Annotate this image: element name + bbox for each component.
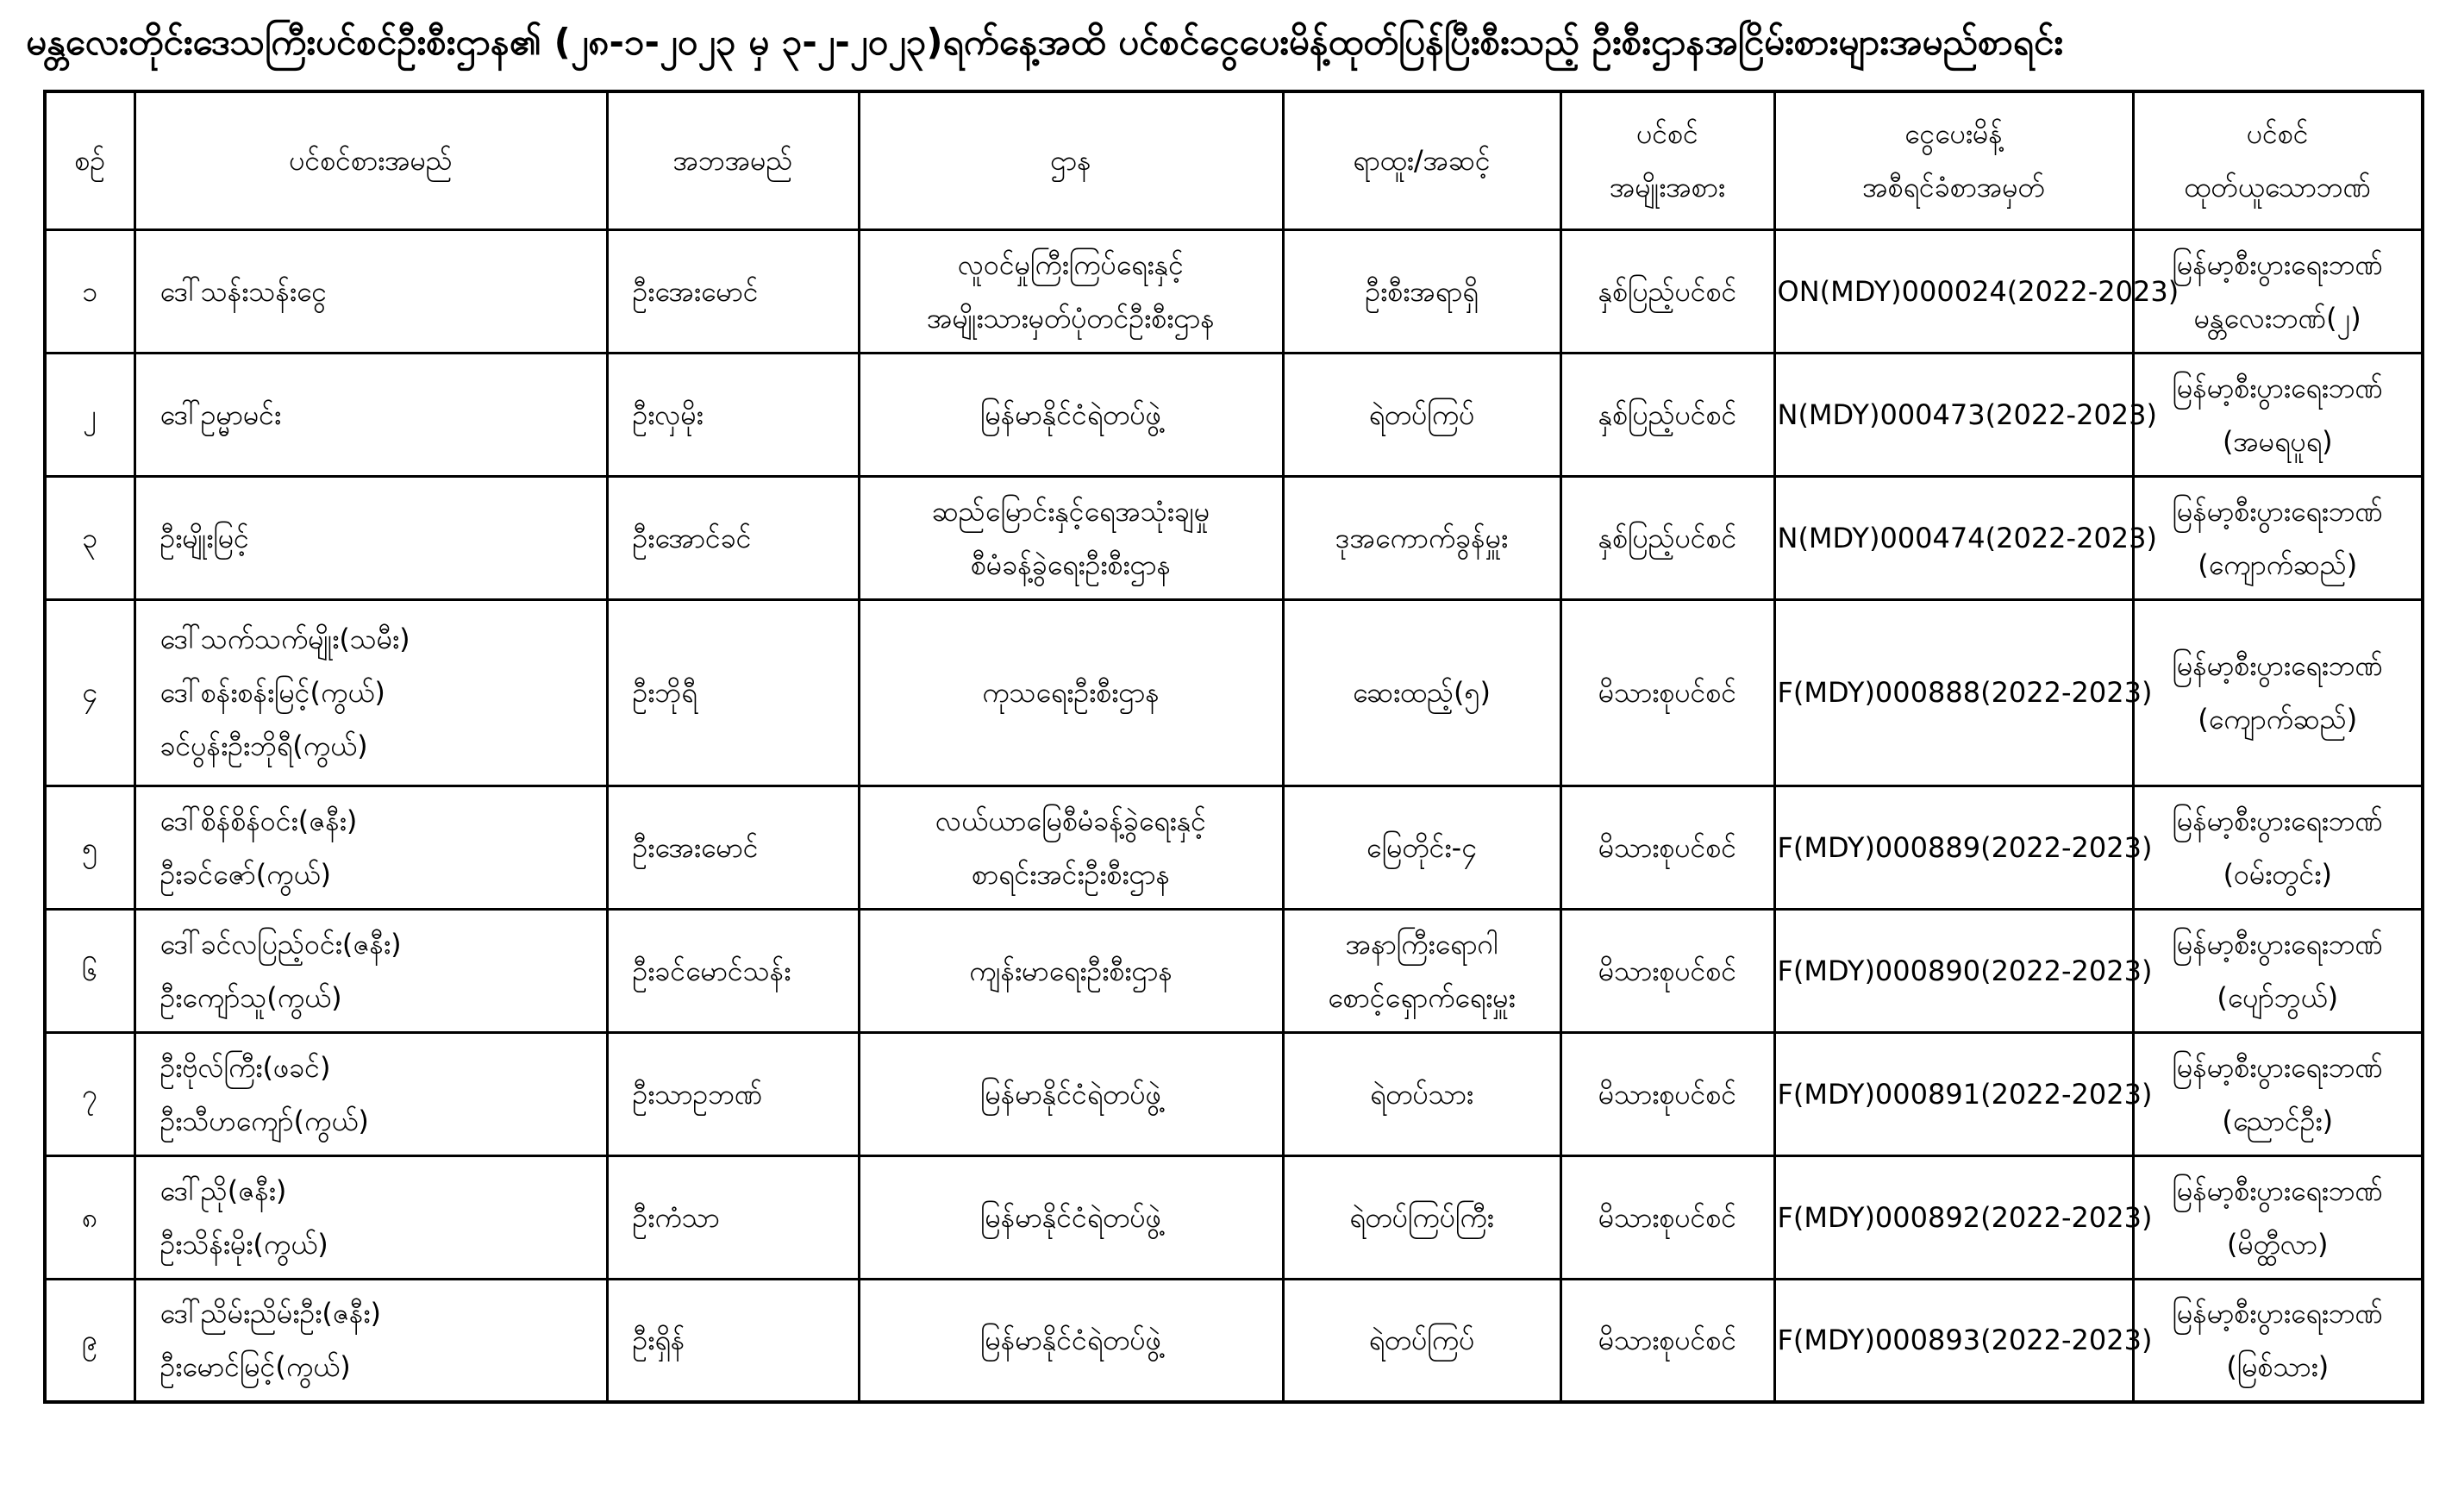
department-cell bbox=[859, 1155, 1283, 1279]
pensioner-name-line: ဦးကျော်သူ(ကွယ်) bbox=[159, 980, 342, 1014]
rank-cell bbox=[1283, 909, 1560, 1032]
rank-line: ရဲတပ်သား bbox=[1370, 1077, 1473, 1111]
father-name-cell: ဦးရှိန် bbox=[607, 1279, 859, 1402]
department-line: စာရင်းအင်းဦးစီးဌာန bbox=[971, 857, 1171, 891]
pension-type-cell: မိသားစုပင်စင် bbox=[1560, 599, 1774, 786]
department-cell bbox=[859, 599, 1283, 786]
pension-type-cell: မိသားစုပင်စင် bbox=[1560, 1155, 1774, 1279]
rank-cell bbox=[1283, 229, 1560, 353]
pensioner-name-line: ဒေါ်ညို(ဇနီး) bbox=[159, 1174, 287, 1207]
table-row bbox=[45, 599, 2423, 786]
department-line: မြန်မာနိုင်ငံရဲတပ်ဖွဲ့ bbox=[980, 1200, 1161, 1234]
header-payment-order-no-text: အစီရင်ခံစာအမှတ် bbox=[1862, 171, 2045, 204]
father-name-cell: ဦးခင်မောင်သန်း bbox=[607, 909, 859, 1032]
pensioner-name-line: ဒေါ်သန်းသန်းငွေ bbox=[159, 274, 328, 308]
pensioner-name-cell bbox=[134, 1032, 607, 1155]
header-father-name bbox=[607, 91, 859, 229]
bank-cell bbox=[2133, 599, 2423, 786]
pensioner-name-line: ဦးမျိုးမြင့် bbox=[159, 521, 249, 554]
bank-line: မြန်မာ့စီးပွားရေးဘဏ် bbox=[2172, 927, 2383, 961]
pensioner-name-cell bbox=[134, 599, 607, 786]
header-payment-order-no-text: ငွေပေးမိန့် bbox=[1904, 117, 2003, 151]
payment-order-no-cell: F(MDY)000890(2022-2023) bbox=[1774, 909, 2133, 1032]
pension-type-cell: မိသားစုပင်စင် bbox=[1560, 909, 1774, 1032]
header-rank-text: ရာထူး/အဆင့် bbox=[1353, 144, 1491, 178]
bank-line: (မိတ္ထီလာ) bbox=[2226, 1227, 2329, 1261]
header-rank bbox=[1283, 91, 1560, 229]
pensioner-name-cell bbox=[134, 786, 607, 909]
serial-no-cell: ၄ bbox=[45, 599, 134, 786]
department-line: လူဝင်မှုကြီးကြပ်ရေးနှင့် bbox=[958, 247, 1184, 281]
header-pension-type-text: အမျိုးအစား bbox=[1609, 171, 1726, 204]
pension-type-cell: မိသားစုပင်စင် bbox=[1560, 786, 1774, 909]
father-name-cell: ဦးလှမိုး bbox=[607, 353, 859, 476]
pension-type-cell: နှစ်ပြည့်ပင်စင် bbox=[1560, 353, 1774, 476]
table-body bbox=[45, 229, 2423, 1402]
department-line: ဆည်မြောင်းနှင့်ရေအသုံးချမှု bbox=[931, 494, 1210, 528]
department-cell bbox=[859, 476, 1283, 599]
bank-line: (ညောင်ဦး) bbox=[2222, 1104, 2334, 1137]
serial-no-cell: ၈ bbox=[45, 1155, 134, 1279]
department-line: မြန်မာနိုင်ငံရဲတပ်ဖွဲ့ bbox=[980, 1324, 1161, 1357]
rank-line: ရဲတပ်ကြပ်ကြီး bbox=[1349, 1200, 1494, 1234]
pensioner-name-line: ဒေါ်စန်းစန်းမြင့်(ကွယ်) bbox=[159, 676, 385, 709]
header-serial-no bbox=[45, 91, 134, 229]
bank-line: မြန်မာ့စီးပွားရေးဘဏ် bbox=[2172, 1297, 2383, 1330]
header-row bbox=[45, 91, 2423, 229]
pensioner-name-cell bbox=[134, 476, 607, 599]
table-row bbox=[45, 1032, 2423, 1155]
rank-line: ရဲတပ်ကြပ် bbox=[1368, 397, 1475, 431]
bank-cell bbox=[2133, 1032, 2423, 1155]
rank-line: ရဲတပ်ကြပ် bbox=[1368, 1324, 1475, 1357]
father-name-cell: ဦးဘိုရီ bbox=[607, 599, 859, 786]
header-pension-type-text: ပင်စင် bbox=[1636, 117, 1698, 151]
pensioner-name-line: ဦးသီဟကျော်(ကွယ်) bbox=[159, 1104, 369, 1137]
payment-order-no-cell: F(MDY)000891(2022-2023) bbox=[1774, 1032, 2133, 1155]
bank-line: မြန်မာ့စီးပွားရေးဘဏ် bbox=[2172, 247, 2383, 281]
bank-line: မြန်မာ့စီးပွားရေးဘဏ် bbox=[2172, 804, 2383, 837]
pension-type-cell: နှစ်ပြည့်ပင်စင် bbox=[1560, 229, 1774, 353]
pensioner-name-line: ဒေါ်သက်သက်မျိုး(သမီး) bbox=[159, 623, 410, 655]
payment-order-no-cell: N(MDY)000474(2022-2023) bbox=[1774, 476, 2133, 599]
rank-line: အနာကြီးရောဂါ bbox=[1345, 927, 1498, 961]
father-name-cell: ဦးအေးမောင် bbox=[607, 786, 859, 909]
bank-line: (ဝမ်းတွင်း) bbox=[2223, 857, 2332, 891]
table-row bbox=[45, 1279, 2423, 1402]
bank-cell bbox=[2133, 476, 2423, 599]
header-pensioner-name bbox=[134, 91, 607, 229]
header-bank-text: ပင်စင် bbox=[2246, 117, 2309, 151]
bank-line: မြန်မာ့စီးပွားရေးဘဏ် bbox=[2172, 371, 2383, 404]
bank-line: (မြစ်သား) bbox=[2226, 1350, 2330, 1384]
father-name-cell: ဦးကံသာ bbox=[607, 1155, 859, 1279]
bank-line: မြန်မာ့စီးပွားရေးဘဏ် bbox=[2172, 1174, 2383, 1207]
pension-type-cell: မိသားစုပင်စင် bbox=[1560, 1032, 1774, 1155]
bank-line: (ကျောက်ဆည်) bbox=[2198, 548, 2358, 581]
bank-line: မန္တလေးဘဏ်(၂) bbox=[2193, 301, 2361, 335]
serial-no-cell: ၉ bbox=[45, 1279, 134, 1402]
table-row bbox=[45, 786, 2423, 909]
table-row bbox=[45, 353, 2423, 476]
bank-cell bbox=[2133, 353, 2423, 476]
pensioner-name-line: ဒေါ်ညိမ်းညိမ်းဦး(ဇနီး) bbox=[159, 1297, 381, 1330]
header-father-name-text: အဘအမည် bbox=[672, 144, 793, 178]
pension-type-cell: နှစ်ပြည့်ပင်စင် bbox=[1560, 476, 1774, 599]
pensioner-name-line: ဦးခင်ဇော်(ကွယ်) bbox=[159, 857, 332, 891]
header-pension-type bbox=[1560, 91, 1774, 229]
department-line: ကုသရေးဦးစီးဌာန bbox=[982, 676, 1160, 709]
rank-cell bbox=[1283, 786, 1560, 909]
father-name-cell: ဦးအေးမောင် bbox=[607, 229, 859, 353]
rank-cell bbox=[1283, 1155, 1560, 1279]
bank-line: မြန်မာ့စီးပွားရေးဘဏ် bbox=[2172, 1050, 2383, 1084]
payment-order-no-cell: F(MDY)000888(2022-2023) bbox=[1774, 599, 2133, 786]
department-line: စီမံခန့်ခွဲရေးဦးစီးဌာန bbox=[970, 548, 1172, 581]
pension-type-cell: မိသားစုပင်စင် bbox=[1560, 1279, 1774, 1402]
department-cell bbox=[859, 1032, 1283, 1155]
serial-no-cell: ၃ bbox=[45, 476, 134, 599]
pensioner-name-line: ဒေါ်ခင်လပြည့်ဝင်း(ဇနီး) bbox=[159, 927, 402, 961]
pensioner-name-line: ဦးသိန်းမိုး(ကွယ်) bbox=[159, 1227, 328, 1261]
bank-cell bbox=[2133, 1279, 2423, 1402]
pensioner-name-line: ဦးမောင်မြင့်(ကွယ်) bbox=[159, 1350, 351, 1384]
pensioner-name-cell bbox=[134, 353, 607, 476]
pensioner-name-cell bbox=[134, 229, 607, 353]
department-cell bbox=[859, 909, 1283, 1032]
pensioner-name-line: ဒေါ်ဥမ္မာမင်း bbox=[159, 397, 282, 431]
department-cell bbox=[859, 786, 1283, 909]
bank-cell bbox=[2133, 786, 2423, 909]
rank-line: ဆေးထည့်(၅) bbox=[1352, 676, 1492, 709]
rank-line: ဦးစီးအရာရှိ bbox=[1365, 274, 1479, 308]
bank-cell bbox=[2133, 909, 2423, 1032]
pensioner-name-line: ခင်ပွန်းဦးဘိုရီ(ကွယ်) bbox=[159, 729, 368, 762]
table-row bbox=[45, 476, 2423, 599]
rank-line: ဒုအကောက်ခွန်မှူး bbox=[1335, 521, 1509, 554]
pensioner-name-line: ဒေါ်စိန်စိန်ဝင်း(ဇနီး) bbox=[159, 804, 358, 837]
pensioner-name-cell bbox=[134, 1279, 607, 1402]
bank-cell bbox=[2133, 1155, 2423, 1279]
pensioner-name-cell bbox=[134, 1155, 607, 1279]
payment-order-no-cell: ON(MDY)000024(2022-2023) bbox=[1774, 229, 2133, 353]
bank-line: (ပျော်ဘွယ်) bbox=[2217, 980, 2339, 1014]
payment-order-no-cell: F(MDY)000892(2022-2023) bbox=[1774, 1155, 2133, 1279]
department-cell bbox=[859, 229, 1283, 353]
table-row bbox=[45, 1155, 2423, 1279]
department-line: မြန်မာနိုင်ငံရဲတပ်ဖွဲ့ bbox=[980, 1077, 1161, 1111]
table-row bbox=[45, 229, 2423, 353]
rank-cell bbox=[1283, 599, 1560, 786]
department-cell bbox=[859, 1279, 1283, 1402]
payment-order-no-cell: F(MDY)000889(2022-2023) bbox=[1774, 786, 2133, 909]
pensioner-name-cell bbox=[134, 909, 607, 1032]
bank-line: မြန်မာ့စီးပွားရေးဘဏ် bbox=[2172, 494, 2383, 528]
header-bank bbox=[2133, 91, 2423, 229]
father-name-cell: ဦးအောင်ခင် bbox=[607, 476, 859, 599]
department-line: ကျန်းမာရေးဦးစီးဌာန bbox=[969, 954, 1173, 987]
serial-no-cell: ၁ bbox=[45, 229, 134, 353]
serial-no-cell: ၅ bbox=[45, 786, 134, 909]
rank-cell bbox=[1283, 476, 1560, 599]
rank-cell bbox=[1283, 1279, 1560, 1402]
serial-no-cell: ၇ bbox=[45, 1032, 134, 1155]
bank-line: (ကျောက်ဆည်) bbox=[2198, 703, 2358, 735]
table-row bbox=[45, 909, 2423, 1032]
rank-line: မြေတိုင်း-၄ bbox=[1366, 830, 1478, 864]
rank-cell bbox=[1283, 353, 1560, 476]
serial-no-cell: ၂ bbox=[45, 353, 134, 476]
department-line: လယ်ယာမြေစီမံခန့်ခွဲရေးနှင့် bbox=[935, 804, 1206, 837]
pensioner-table bbox=[43, 90, 2424, 1404]
header-serial-no-text: စဉ် bbox=[74, 144, 106, 178]
header-department bbox=[859, 91, 1283, 229]
payment-order-no-cell: N(MDY)000473(2022-2023) bbox=[1774, 353, 2133, 476]
page-title: မန္တလေးတိုင်းဒေသကြီးပင်စင်ဦးစီးဌာန၏ (၂၈-၁-၂၀၂၃ မှ ၃-၂-၂၀၂၃)ရက်နေ့အထိ ပင်စင်ငွေပေးမိန့်ထုတ်ပြန်ပြီးစီးသည့် ဦးစီးဌာနအငြိမ်းစားများအမည်စာရင်း bbox=[26, 21, 2063, 63]
header-payment-order-no bbox=[1774, 91, 2133, 229]
department-cell bbox=[859, 353, 1283, 476]
bank-line: မြန်မာ့စီးပွားရေးဘဏ် bbox=[2172, 649, 2383, 682]
header-pensioner-name-text: ပင်စင်စားအမည် bbox=[289, 144, 453, 178]
department-line: အမျိုးသားမှတ်ပုံတင်ဦးစီးဌာန bbox=[927, 301, 1215, 335]
pensioner-name-line: ဦးဗိုလ်ကြီး(ဖခင်) bbox=[159, 1050, 331, 1084]
header-bank-text: ထုတ်ယူသောဘဏ် bbox=[2184, 171, 2371, 204]
department-line: မြန်မာနိုင်ငံရဲတပ်ဖွဲ့ bbox=[980, 397, 1161, 431]
rank-line: စောင့်ရှောက်ရေးမှူး bbox=[1328, 980, 1516, 1014]
serial-no-cell: ၆ bbox=[45, 909, 134, 1032]
father-name-cell: ဦးသာဥဘဏ် bbox=[607, 1032, 859, 1155]
payment-order-no-cell: F(MDY)000893(2022-2023) bbox=[1774, 1279, 2133, 1402]
header-department-text: ဌာန bbox=[1050, 144, 1091, 178]
rank-cell bbox=[1283, 1032, 1560, 1155]
bank-line: (အမရပူရ) bbox=[2222, 424, 2333, 458]
